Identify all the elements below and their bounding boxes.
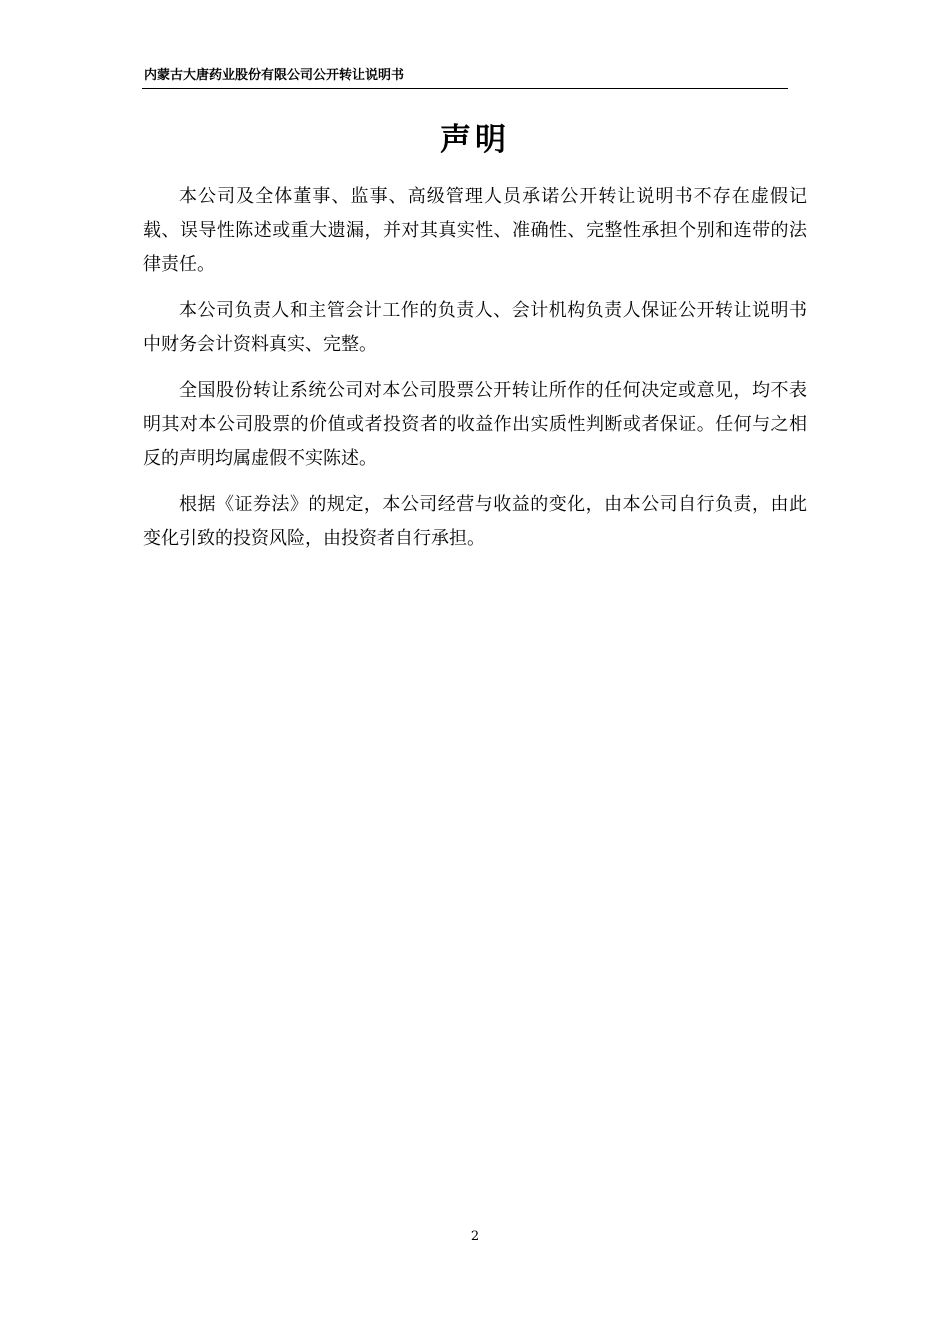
running-header: 内蒙古大唐药业股份有限公司公开转让说明书 <box>144 68 405 83</box>
paragraph-financial-guarantee: 本公司负责人和主管会计工作的负责人、会计机构负责人保证公开转让说明书中财务会计资料真实、完整。 <box>143 300 807 355</box>
header-divider <box>142 88 788 89</box>
paragraph-responsibility: 本公司及全体董事、监事、高级管理人员承诺公开转让说明书不存在虚假记载、误导性陈述或重大遗漏，并对其真实性、准确性、完整性承担个别和连带的法律责任。 <box>143 186 807 275</box>
paragraph-system-disclaimer: 全国股份转让系统公司对本公司股票公开转让所作的任何决定或意见，均不表明其对本公司股票的价值或者投资者的收益作出实质性判断或者保证。任何与之相反的声明均属虚假不实陈述。 <box>143 380 807 469</box>
declaration-body <box>143 180 807 568</box>
page-title: 声明 <box>440 122 510 158</box>
page-number: 2 <box>470 1229 480 1244</box>
paragraph-investment-risk: 根据《证券法》的规定，本公司经营与收益的变化，由本公司自行负责，由此变化引致的投资风险，由投资者自行承担。 <box>143 494 807 549</box>
